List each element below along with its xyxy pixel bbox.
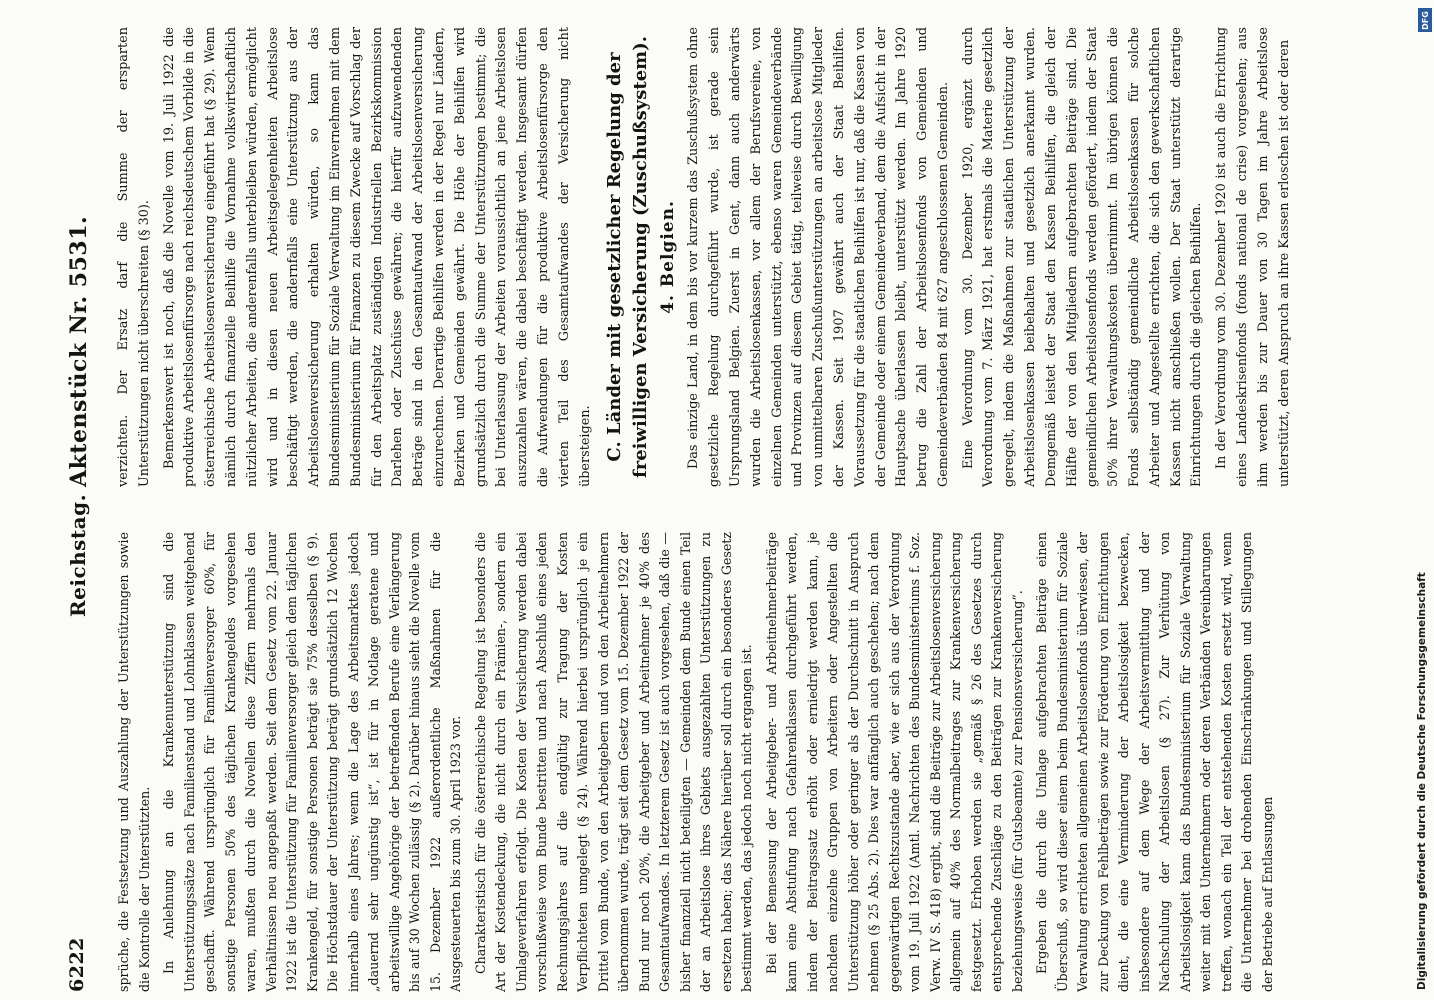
page-header — [62, 22, 108, 992]
digitization-credit: Digitalisierung gefördert durch die Deutsche Forschungsgemeinschaft — [1416, 572, 1428, 990]
header-source: Reichstag. — [66, 493, 90, 617]
dfg-logo — [1418, 8, 1432, 32]
paragraph: Ergeben die durch die Umlage aufgebrachten Beiträge einen Überschuß, so wird dieser einem beim Bundesministerium für Soziale Verwaltung errichteten allgemeinen Arbeitslosenfonds überwiesen, der zur Deckung von Fehlbeträgen sowie zur Förderung von Einrichtungen dient, die eine Verminderung der Arbeitslosigkeit bezwecken, insbesondere auf dem Wege der Arbeitsvermittlung und der Nachschulung der Arbeitslosen (§ 27). Zur Verhütung von Arbeitslosigkeit kann das Bundesministerium für Soziale Verwaltung weiter mit den Unternehmern oder deren Verbänden Vereinbarungen treffen, wonach ein Teil der entstehenden Kosten ersetzt wird, wenn die Unternehmer bei drohenden Einschränkungen und Stillegungen der Betriebe auf Entlassungen — [1034, 532, 1275, 992]
paragraph: In der Verordnung vom 30. Dezember 1920 ist auch die Errichtung eines Landeskrisenfonds (fonds national de crise) vorgesehen; aus ihm werden bis zur Dauer von 30 Tagen im Jahre Arbeitslose unterstützt, deren Anspruch an ihre Kassen erloschen ist oder deren — [1214, 27, 1292, 487]
section-heading: C. Länder mit gesetzlicher Regelung der freiwilligen Versicherung (Zuschußsystem). — [604, 36, 652, 478]
rotated-document-page — [62, 22, 1342, 992]
right-column — [114, 27, 1299, 487]
paragraph: Bei der Bemessung der Arbeitgeber- und Arbeitnehmerbeiträge kann eine Abstufung nach Gefahrenklassen durchgeführt werden, indem der Beitragssatz erhöht oder erniedrigt werden kann, je nachdem einzelne Gruppen von Arbeitern oder Angestellten die Unterstützung höher oder geringer als der Durchschnitt in Anspruch nehmen (§ 25 Abs. 2). Dies war anfänglich auch geschehen; nach dem gegenwärtigen Rechtszustande aber, wie er sich aus der Verordnung vom 19. Juli 1922 (Amtl. Nachrichten des Bundesministeriums f. Soz. Verw. IV S. 418) ergibt, sind die Beiträge zur Arbeitslosenversicherung allgemein auf 40% des Normalbeitrages zur Krankenversicherung festgesetzt. Erhoben werden sie „gemäß § 26 des Gesetzes durch entsprechende Zuschläge zu den Beiträgen zur Krankenversicherung beziehungsweise (für Gutsbeamte) zur Pensionsversicherung“. — [763, 532, 1025, 992]
paragraph: Das einzige Land, in dem bis vor kurzem das Zuschußsystem ohne gesetzliche Regelung durchgeführt wurde, ist gerade sein Ursprungsland Belgien. Zuerst in Gent, dann auch anderwärts wurden die Arbeitslosenkassen, vor allem der Berufsvereine, von einzelnen Gemeinden unterstützt, ebenso waren Gemeindeverbände und Provinzen auf diesem Gebiet tätig, teilweise durch Bewilligung von unmittelbaren Zuschußunterstützungen an arbeitslose Mitglieder der Kassen. Seit 1907 gewährt auch der Staat Beihilfen. Voraussetzung für die staatlichen Beihilfen ist nur, daß die Kassen von der Gemeinde oder einem Gemeindeverband, dem die Aufsicht in der Hauptsache überlassen bleibt, unterstützt werden. Im Jahre 1920 betrug die Zahl der Arbeitslosenfonds von Gemeinden und Gemeindeverbänden 84 mit 627 angeschlossenen Gemeinden. — [686, 27, 951, 487]
left-column — [114, 532, 1282, 992]
subsection-heading: 4. Belgien. — [658, 200, 679, 314]
paragraph: sprüche, die Festsetzung und Auszahlung der Unterstützungen sowie die Kontrolle der Unterstützten. — [116, 532, 152, 992]
page-number: 6222 — [66, 937, 88, 992]
header-document-title: Aktenstück Nr. 5531. — [66, 215, 92, 487]
paragraph: In Anlehnung an die Krankenunterstützung sind die Unterstützungssätze nach Familienstand und Lohnklassen weitgehend geschafft. Während ursprünglich für Familienversorger 60%, für sonstige Personen 50% des täglichen Krankengeldes vorgesehen waren, mußten durch die Novellen diese Ziffern mehrmals den Verhältnissen neu angepaßt werden. Seit dem Gesetz vom 22. Januar 1922 ist die Unterstützung für Familienversorger gleich dem täglichen Krankengeld, für sonstige Personen beträgt sie 75% desselben (§ 9). Die Höchstdauer der Unterstützung beträgt grundsätzlich 12 Wochen innerhalb eines Jahres; wenn die Lage des Arbeitsmarktes jedoch „dauernd sehr ungünstig ist“, ist für in Notlage geratene und arbeitswillige Angehörige der betreffenden Berufe eine Verlängerung bis auf 30 Wochen zulässig (§ 2). Darüber hinaus sieht die Novelle vom 15. Dezember 1922 außerordentliche Maßnahmen für die Ausgesteuerten bis zum 30. April 1923 vor. — [161, 532, 463, 992]
paragraph: Charakteristisch für die österreichische Regelung ist besonders die Art der Kostendeckung, die nicht durch ein Prämien-, sondern ein Umlageverfahren erfolgt. Die Kosten der Versicherung werden dabei vorschußweise vom Bunde bestritten und nach Abschluß eines jeden Rechnungsjahres auf die endgültig zur Tragung der Kosten Verpflichteten umgelegt (§ 24). Während hierbei ursprünglich je ein Drittel vom Bunde, von den Arbeitgebern und von den Arbeitnehmern übernommen wurde, trägt seit dem Gesetz vom 15. Dezember 1922 der Bund nur noch 20%, die Arbeitgeber und Arbeitnehmer je 40% des Gesamtaufwandes. In letzterem Gesetz ist auch vorgesehen, daß die — bisher finanziell nicht beteiligten — Gemeinden dem Bunde einen Teil der an Arbeitslose ihres Gebiets ausgezahlten Unterstützungen zu ersetzen haben; das Nähere hierüber soll durch ein besonderes Gesetz bestimmt werden, das jedoch noch nicht ergangen ist. — [472, 532, 754, 992]
paragraph: Bemerkenswert ist noch, daß die Novelle vom 19. Juli 1922 die produktive Arbeitslosenfürsorge nach reichsdeutschem Vorbilde in die österreichische Arbeitslosenversicherung eingeführt hat (§ 29). Wenn nämlich durch finanzielle Beihilfe die Vornahme volkswirtschaftlich nützlicher Arbeiten, die anderenfalls unterbleiben würden, ermöglicht wird und in diesen neuen Arbeitsgelegenheiten Arbeitslose beschäftigt werden, die andernfalls eine Unterstützung aus der Arbeitslosenversicherung erhalten würden, so kann das Bundesministerium für Soziale Verwaltung im Einvernehmen mit dem Bundesministerium für Finanzen zu diesem Zwecke auf Vorschlag der für den Arbeitsplatz zuständigen Industriellen Bezirkskommission Darlehen oder Zuschüsse gewähren; die hierfür aufzuwendenden Beträge sind in den Gesamtaufwand der Arbeitslosenversicherung einzurechnen. Derartige Beihilfen werden in der Regel nur Ländern, Bezirken und Gemeinden gewährt. Die Höhe der Beihilfen wird grundsätzlich durch die Summe der Unterstützungen bestimmt; die bei Unterlassung der Arbeiten voraussichtlich an jene Arbeitslosen auszuzahlen wären, die dabei beschäftigt werden. Insgesamt dürfen die Aufwendungen für die produktive Arbeitslosenfürsorge den vierten Teil des Gesamtaufwandes der Versicherung nicht übersteigen. — [161, 27, 593, 487]
paragraph: Eine Verordnung vom 30. Dezember 1920, ergänzt durch Verordnung vom 7. März 1921, hat erstmals die Materie gesetzlich geregelt, indem die Maßnahmen zur staatlichen Unterstützung der Arbeitslosenkassen beibehalten und gesetzlich anerkannt wurden. Demgemäß leistet der Staat den Kassen Beihilfen, die gleich der Hälfte der von den Mitgliedern aufgebrachten Beiträge sind. Die gemeindlichen Arbeitslosenfonds werden gefördert, indem der Staat 50% ihrer Verwaltungskosten übernimmt. Im übrigen können die Fonds selbständig gemeindliche Arbeitslosenkassen für solche Arbeiter und Angestellte errichten, die sich den gewerkschaftlichen Kassen nicht anschließen wollen. Der Staat unterstützt derartige Einrichtungen durch die gleichen Beihilfen. — [960, 27, 1205, 487]
paragraph: verzichten. Der Ersatz darf die Summe der ersparten Unterstützungen nicht überschreiten (§ 30). — [116, 27, 152, 487]
dfg-logo-text: DFG — [1420, 10, 1430, 30]
